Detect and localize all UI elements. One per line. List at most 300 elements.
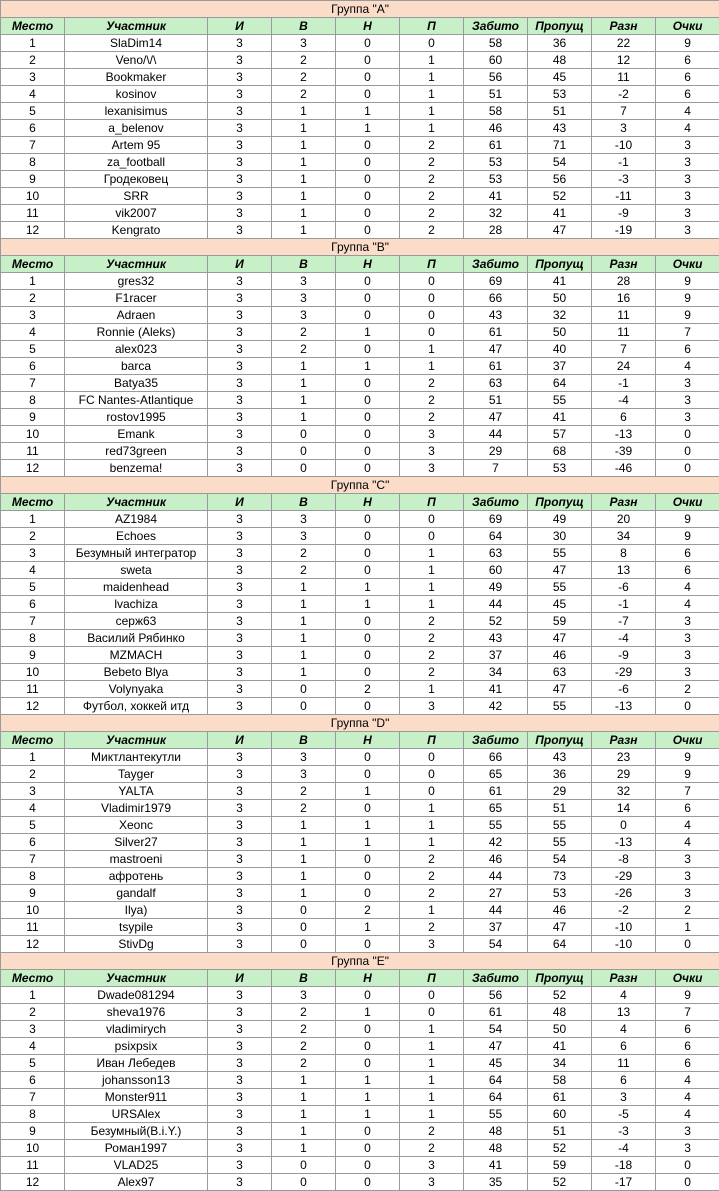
header-conceded: Пропущ — [528, 970, 592, 987]
cell-scored: 44 — [464, 426, 528, 443]
cell-conceded: 53 — [528, 885, 592, 902]
cell-wins: 0 — [272, 460, 336, 477]
cell-games: 3 — [208, 902, 272, 919]
table-row — [1, 52, 719, 69]
cell-place: 10 — [1, 664, 65, 681]
cell-losses: 1 — [400, 1089, 464, 1106]
table-row — [1, 205, 719, 222]
cell-difference: -46 — [592, 460, 656, 477]
cell-wins: 0 — [272, 698, 336, 715]
table-row — [1, 613, 719, 630]
cell-scored: 48 — [464, 1123, 528, 1140]
cell-participant: tsypile — [65, 919, 208, 936]
cell-participant: Ilya) — [65, 902, 208, 919]
cell-place: 6 — [1, 834, 65, 851]
cell-draws: 0 — [336, 630, 400, 647]
cell-place: 5 — [1, 817, 65, 834]
cell-participant: maidenhead — [65, 579, 208, 596]
cell-scored: 49 — [464, 579, 528, 596]
cell-scored: 66 — [464, 749, 528, 766]
cell-participant: lexanisimus — [65, 103, 208, 120]
cell-losses: 1 — [400, 120, 464, 137]
cell-wins: 0 — [272, 681, 336, 698]
cell-wins: 1 — [272, 392, 336, 409]
header-conceded: Пропущ — [528, 732, 592, 749]
cell-games: 3 — [208, 1157, 272, 1174]
cell-conceded: 59 — [528, 613, 592, 630]
cell-draws: 0 — [336, 749, 400, 766]
cell-draws: 0 — [336, 1021, 400, 1038]
cell-scored: 61 — [464, 137, 528, 154]
cell-draws: 1 — [336, 783, 400, 800]
cell-losses: 1 — [400, 1106, 464, 1123]
cell-scored: 64 — [464, 1089, 528, 1106]
cell-participant: StivDg — [65, 936, 208, 953]
table-row — [1, 868, 719, 885]
cell-draws: 0 — [336, 52, 400, 69]
cell-scored: 44 — [464, 902, 528, 919]
cell-wins: 3 — [272, 290, 336, 307]
cell-games: 3 — [208, 647, 272, 664]
cell-scored: 60 — [464, 562, 528, 579]
table-row — [1, 511, 719, 528]
cell-points: 9 — [656, 987, 719, 1004]
header-difference: Разн — [592, 732, 656, 749]
cell-wins: 1 — [272, 171, 336, 188]
cell-conceded: 64 — [528, 375, 592, 392]
cell-wins: 2 — [272, 341, 336, 358]
table-row — [1, 528, 719, 545]
cell-scored: 48 — [464, 1140, 528, 1157]
header-scored: Забито — [464, 732, 528, 749]
cell-losses: 3 — [400, 460, 464, 477]
cell-participant: Vladimir1979 — [65, 800, 208, 817]
cell-wins: 1 — [272, 222, 336, 239]
cell-losses: 2 — [400, 1123, 464, 1140]
cell-games: 3 — [208, 35, 272, 52]
table-row — [1, 681, 719, 698]
cell-points: 3 — [656, 1140, 719, 1157]
cell-wins: 1 — [272, 358, 336, 375]
table-row — [1, 1123, 719, 1140]
cell-points: 3 — [656, 409, 719, 426]
cell-conceded: 55 — [528, 834, 592, 851]
cell-wins: 0 — [272, 919, 336, 936]
header-conceded: Пропущ — [528, 494, 592, 511]
cell-participant: Bebeto Blya — [65, 664, 208, 681]
header-difference: Разн — [592, 256, 656, 273]
cell-difference: -13 — [592, 834, 656, 851]
cell-games: 3 — [208, 375, 272, 392]
cell-participant: za_football — [65, 154, 208, 171]
cell-difference: -3 — [592, 1123, 656, 1140]
header-draws: Н — [336, 256, 400, 273]
cell-points: 1 — [656, 919, 719, 936]
cell-points: 3 — [656, 647, 719, 664]
table-row — [1, 749, 719, 766]
cell-conceded: 52 — [528, 1174, 592, 1191]
table-row — [1, 1089, 719, 1106]
cell-draws: 0 — [336, 613, 400, 630]
cell-draws: 1 — [336, 324, 400, 341]
cell-draws: 1 — [336, 1106, 400, 1123]
table-row — [1, 375, 719, 392]
header-wins: В — [272, 18, 336, 35]
group-title: Группа "E" — [1, 953, 719, 970]
cell-difference: 28 — [592, 273, 656, 290]
cell-scored: 43 — [464, 307, 528, 324]
cell-place: 7 — [1, 375, 65, 392]
cell-points: 0 — [656, 936, 719, 953]
cell-points: 0 — [656, 698, 719, 715]
table-row — [1, 222, 719, 239]
cell-place: 5 — [1, 103, 65, 120]
cell-participant: Роман1997 — [65, 1140, 208, 1157]
cell-conceded: 40 — [528, 341, 592, 358]
cell-games: 3 — [208, 392, 272, 409]
cell-difference: 14 — [592, 800, 656, 817]
cell-scored: 63 — [464, 375, 528, 392]
cell-participant: MZMACH — [65, 647, 208, 664]
cell-losses: 1 — [400, 817, 464, 834]
cell-wins: 2 — [272, 800, 336, 817]
cell-draws: 1 — [336, 120, 400, 137]
cell-games: 3 — [208, 579, 272, 596]
cell-place: 9 — [1, 1123, 65, 1140]
cell-losses: 3 — [400, 1174, 464, 1191]
cell-wins: 3 — [272, 528, 336, 545]
cell-losses: 1 — [400, 341, 464, 358]
cell-difference: 11 — [592, 1055, 656, 1072]
column-header-row — [1, 494, 719, 511]
header-difference: Разн — [592, 18, 656, 35]
cell-points: 9 — [656, 35, 719, 52]
cell-difference: 24 — [592, 358, 656, 375]
cell-place: 2 — [1, 766, 65, 783]
cell-conceded: 54 — [528, 851, 592, 868]
cell-difference: 16 — [592, 290, 656, 307]
cell-games: 3 — [208, 443, 272, 460]
cell-conceded: 36 — [528, 35, 592, 52]
table-row — [1, 341, 719, 358]
table-row — [1, 290, 719, 307]
cell-losses: 1 — [400, 52, 464, 69]
cell-losses: 0 — [400, 766, 464, 783]
cell-wins: 2 — [272, 1055, 336, 1072]
cell-conceded: 57 — [528, 426, 592, 443]
cell-wins: 1 — [272, 630, 336, 647]
header-losses: П — [400, 732, 464, 749]
cell-games: 3 — [208, 86, 272, 103]
cell-draws: 0 — [336, 664, 400, 681]
cell-wins: 1 — [272, 137, 336, 154]
table-row — [1, 1072, 719, 1089]
header-participant: Участник — [65, 256, 208, 273]
cell-conceded: 47 — [528, 562, 592, 579]
cell-wins: 1 — [272, 817, 336, 834]
cell-games: 3 — [208, 1072, 272, 1089]
cell-points: 9 — [656, 307, 719, 324]
cell-games: 3 — [208, 171, 272, 188]
cell-games: 3 — [208, 664, 272, 681]
cell-conceded: 55 — [528, 817, 592, 834]
cell-difference: 11 — [592, 69, 656, 86]
header-losses: П — [400, 256, 464, 273]
cell-draws: 0 — [336, 426, 400, 443]
cell-conceded: 45 — [528, 596, 592, 613]
cell-games: 3 — [208, 868, 272, 885]
cell-draws: 0 — [336, 69, 400, 86]
cell-difference: -8 — [592, 851, 656, 868]
cell-place: 4 — [1, 86, 65, 103]
group-title-row — [1, 953, 719, 970]
table-row — [1, 545, 719, 562]
cell-participant: lvachiza — [65, 596, 208, 613]
table-row — [1, 137, 719, 154]
table-row — [1, 1038, 719, 1055]
cell-points: 0 — [656, 460, 719, 477]
cell-games: 3 — [208, 562, 272, 579]
cell-losses: 0 — [400, 749, 464, 766]
cell-draws: 0 — [336, 222, 400, 239]
cell-scored: 47 — [464, 1038, 528, 1055]
cell-games: 3 — [208, 817, 272, 834]
cell-losses: 2 — [400, 409, 464, 426]
header-losses: П — [400, 494, 464, 511]
cell-difference: -4 — [592, 392, 656, 409]
cell-draws: 0 — [336, 1140, 400, 1157]
cell-place: 8 — [1, 630, 65, 647]
cell-difference: -7 — [592, 613, 656, 630]
cell-conceded: 47 — [528, 681, 592, 698]
cell-games: 3 — [208, 137, 272, 154]
header-place: Место — [1, 256, 65, 273]
cell-games: 3 — [208, 69, 272, 86]
cell-draws: 0 — [336, 443, 400, 460]
cell-participant: Василий Рябинко — [65, 630, 208, 647]
cell-scored: 52 — [464, 613, 528, 630]
cell-place: 2 — [1, 528, 65, 545]
table-row — [1, 936, 719, 953]
cell-difference: -6 — [592, 681, 656, 698]
cell-games: 3 — [208, 596, 272, 613]
cell-difference: -2 — [592, 86, 656, 103]
cell-difference: -18 — [592, 1157, 656, 1174]
table-row — [1, 919, 719, 936]
cell-games: 3 — [208, 783, 272, 800]
cell-points: 4 — [656, 1089, 719, 1106]
cell-conceded: 50 — [528, 324, 592, 341]
table-row — [1, 307, 719, 324]
cell-games: 3 — [208, 273, 272, 290]
cell-difference: 29 — [592, 766, 656, 783]
cell-losses: 3 — [400, 936, 464, 953]
group-title: Группа "A" — [1, 1, 719, 18]
cell-place: 9 — [1, 647, 65, 664]
cell-difference: 0 — [592, 817, 656, 834]
header-difference: Разн — [592, 494, 656, 511]
header-draws: Н — [336, 18, 400, 35]
table-row — [1, 392, 719, 409]
table-row — [1, 69, 719, 86]
cell-wins: 1 — [272, 868, 336, 885]
cell-games: 3 — [208, 613, 272, 630]
group-title: Группа "B" — [1, 239, 719, 256]
cell-place: 11 — [1, 1157, 65, 1174]
cell-place: 1 — [1, 749, 65, 766]
cell-draws: 0 — [336, 171, 400, 188]
header-wins: В — [272, 494, 336, 511]
cell-place: 3 — [1, 545, 65, 562]
cell-participant: Xeonc — [65, 817, 208, 834]
cell-points: 6 — [656, 800, 719, 817]
cell-games: 3 — [208, 545, 272, 562]
cell-draws: 1 — [336, 834, 400, 851]
cell-difference: -26 — [592, 885, 656, 902]
header-points: Очки — [656, 256, 719, 273]
header-scored: Забито — [464, 970, 528, 987]
cell-draws: 0 — [336, 800, 400, 817]
cell-losses: 2 — [400, 851, 464, 868]
cell-losses: 1 — [400, 800, 464, 817]
cell-points: 3 — [656, 885, 719, 902]
cell-draws: 0 — [336, 1157, 400, 1174]
header-participant: Участник — [65, 18, 208, 35]
cell-games: 3 — [208, 409, 272, 426]
column-header-row — [1, 732, 719, 749]
cell-participant: Artem 95 — [65, 137, 208, 154]
cell-losses: 0 — [400, 511, 464, 528]
cell-losses: 3 — [400, 1157, 464, 1174]
cell-difference: -11 — [592, 188, 656, 205]
cell-games: 3 — [208, 987, 272, 1004]
cell-scored: 41 — [464, 681, 528, 698]
cell-points: 4 — [656, 817, 719, 834]
cell-conceded: 55 — [528, 392, 592, 409]
cell-participant: johansson13 — [65, 1072, 208, 1089]
cell-place: 4 — [1, 562, 65, 579]
cell-participant: Ronnie (Aleks) — [65, 324, 208, 341]
cell-conceded: 50 — [528, 1021, 592, 1038]
cell-conceded: 32 — [528, 307, 592, 324]
cell-losses: 3 — [400, 443, 464, 460]
cell-draws: 0 — [336, 86, 400, 103]
cell-games: 3 — [208, 154, 272, 171]
cell-draws: 2 — [336, 902, 400, 919]
cell-losses: 1 — [400, 579, 464, 596]
cell-losses: 2 — [400, 137, 464, 154]
cell-games: 3 — [208, 324, 272, 341]
cell-losses: 0 — [400, 290, 464, 307]
table-row — [1, 766, 719, 783]
cell-difference: -4 — [592, 1140, 656, 1157]
cell-games: 3 — [208, 222, 272, 239]
cell-draws: 0 — [336, 273, 400, 290]
cell-draws: 0 — [336, 307, 400, 324]
cell-wins: 1 — [272, 409, 336, 426]
table-row — [1, 698, 719, 715]
cell-conceded: 45 — [528, 69, 592, 86]
column-header-row — [1, 256, 719, 273]
cell-scored: 44 — [464, 868, 528, 885]
cell-games: 3 — [208, 698, 272, 715]
cell-wins: 2 — [272, 69, 336, 86]
cell-difference: -13 — [592, 698, 656, 715]
group-title-row — [1, 477, 719, 494]
cell-points: 3 — [656, 392, 719, 409]
header-scored: Забито — [464, 256, 528, 273]
cell-scored: 47 — [464, 409, 528, 426]
cell-wins: 3 — [272, 987, 336, 1004]
cell-draws: 1 — [336, 1072, 400, 1089]
cell-difference: 32 — [592, 783, 656, 800]
cell-wins: 1 — [272, 1123, 336, 1140]
cell-games: 3 — [208, 834, 272, 851]
cell-games: 3 — [208, 205, 272, 222]
cell-participant: sweta — [65, 562, 208, 579]
cell-place: 1 — [1, 35, 65, 52]
cell-conceded: 41 — [528, 273, 592, 290]
cell-difference: 11 — [592, 324, 656, 341]
cell-participant: YALTA — [65, 783, 208, 800]
cell-draws: 0 — [336, 987, 400, 1004]
cell-wins: 0 — [272, 1157, 336, 1174]
table-row — [1, 885, 719, 902]
table-row — [1, 664, 719, 681]
group-title: Группа "D" — [1, 715, 719, 732]
cell-draws: 1 — [336, 1004, 400, 1021]
cell-wins: 3 — [272, 511, 336, 528]
header-participant: Участник — [65, 970, 208, 987]
cell-wins: 2 — [272, 1021, 336, 1038]
cell-participant: Гродековец — [65, 171, 208, 188]
cell-difference: -3 — [592, 171, 656, 188]
cell-points: 6 — [656, 69, 719, 86]
cell-participant: kosinov — [65, 86, 208, 103]
cell-difference: 7 — [592, 341, 656, 358]
group-title-row — [1, 1, 719, 18]
cell-conceded: 47 — [528, 919, 592, 936]
cell-wins: 1 — [272, 613, 336, 630]
cell-wins: 3 — [272, 35, 336, 52]
cell-wins: 2 — [272, 545, 336, 562]
cell-wins: 2 — [272, 783, 336, 800]
cell-conceded: 41 — [528, 205, 592, 222]
cell-scored: 44 — [464, 596, 528, 613]
cell-wins: 1 — [272, 120, 336, 137]
cell-conceded: 60 — [528, 1106, 592, 1123]
cell-participant: Emank — [65, 426, 208, 443]
cell-scored: 34 — [464, 664, 528, 681]
cell-difference: 6 — [592, 1072, 656, 1089]
cell-points: 2 — [656, 902, 719, 919]
cell-participant: mastroeni — [65, 851, 208, 868]
cell-losses: 2 — [400, 630, 464, 647]
cell-wins: 3 — [272, 307, 336, 324]
cell-draws: 1 — [336, 103, 400, 120]
cell-losses: 2 — [400, 885, 464, 902]
cell-conceded: 46 — [528, 647, 592, 664]
cell-place: 7 — [1, 851, 65, 868]
cell-points: 3 — [656, 613, 719, 630]
cell-losses: 1 — [400, 69, 464, 86]
cell-draws: 0 — [336, 1055, 400, 1072]
cell-participant: Kengrato — [65, 222, 208, 239]
cell-games: 3 — [208, 936, 272, 953]
cell-conceded: 61 — [528, 1089, 592, 1106]
cell-games: 3 — [208, 766, 272, 783]
cell-place: 8 — [1, 1106, 65, 1123]
